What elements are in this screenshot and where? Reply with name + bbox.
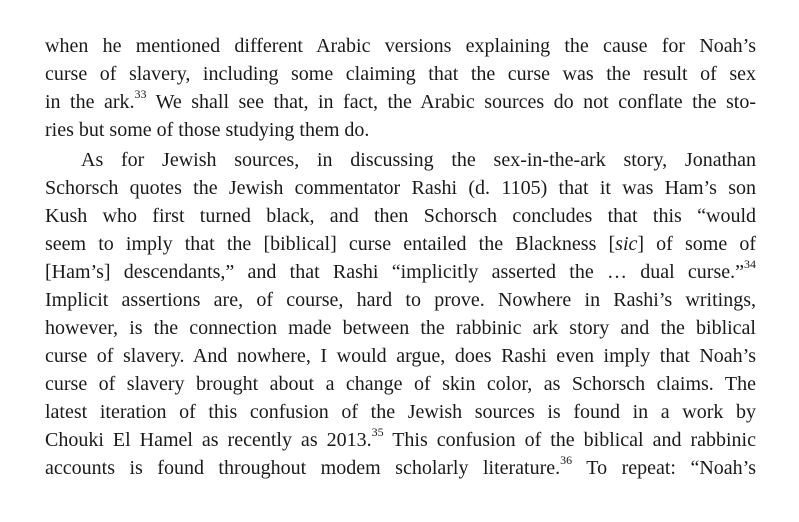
text-run: however, is the connection made between the rabbinic ark story and the biblical [45,317,756,339]
italic-text: sic [615,233,638,255]
text-line-7 [45,202,756,230]
text-line-2 [45,60,756,88]
text-run: Implicit assertions are, of course, hard to prove. Nowhere in Rashi’s writings, [45,289,756,311]
text-run: This confusion of the biblical and rabbinic [383,429,756,451]
footnote-ref: 34 [744,257,756,272]
text-line-10 [45,286,756,314]
text-line-16 [45,454,756,482]
text-run: accounts is found throughout modem scholarly literature. [45,457,561,479]
text-run: Chouki El Hamel as recently as 2013. [45,429,372,451]
text-run: curse of slavery. And nowhere, I would argue, does Rashi even imply that Noah’s [45,345,756,367]
text-run: ] of some of [637,233,756,255]
text-run: [Ham’s] descendants,” and that Rashi “implicitly asserted the … dual curse.” [45,261,744,283]
text-run: Kush who first turned black, and then Schorsch concludes that this “would [45,205,756,227]
text-line-9 [45,258,756,286]
text-line-15 [45,426,756,454]
text-line-11 [45,314,756,342]
footnote-ref: 36 [560,453,573,468]
text-run: Schorsch quotes the Jewish commentator Rashi (d. 1105) that it was Ham’s son [45,177,756,199]
text-line-5 [81,146,756,174]
text-line-6 [45,174,756,202]
footnote-ref: 33 [134,87,147,102]
text-run: To repeat: “Noah’s [572,457,756,479]
text-run: ries but some of those studying them do. [45,119,370,141]
text-line-1 [45,32,756,60]
text-line-4 [45,116,756,144]
text-line-3 [45,88,756,116]
text-run: curse of slavery, including some claiming that the curse was the result of sex [45,63,756,85]
text-line-8 [45,230,756,258]
text-run: when he mentioned different Arabic versions explaining the cause for Noah’s [45,35,756,57]
text-run: We shall see that, in fact, the Arabic sources do not conflate the sto- [146,91,756,113]
text-line-14 [45,398,756,426]
text-line-13 [45,370,756,398]
text-run: As for Jewish sources, in discussing the sex-in-the-ark story, Jonathan [81,149,756,171]
text-run: in the ark. [45,91,135,113]
text-line-12 [45,342,756,370]
text-run: seem to imply that the [biblical] curse entailed the Blackness [ [45,233,616,255]
text-run: latest iteration of this confusion of the Jewish sources is found in a work by [45,401,756,423]
text-run: curse of slavery brought about a change of skin color, as Schorsch claims. The [45,373,756,395]
footnote-ref: 35 [371,425,384,440]
